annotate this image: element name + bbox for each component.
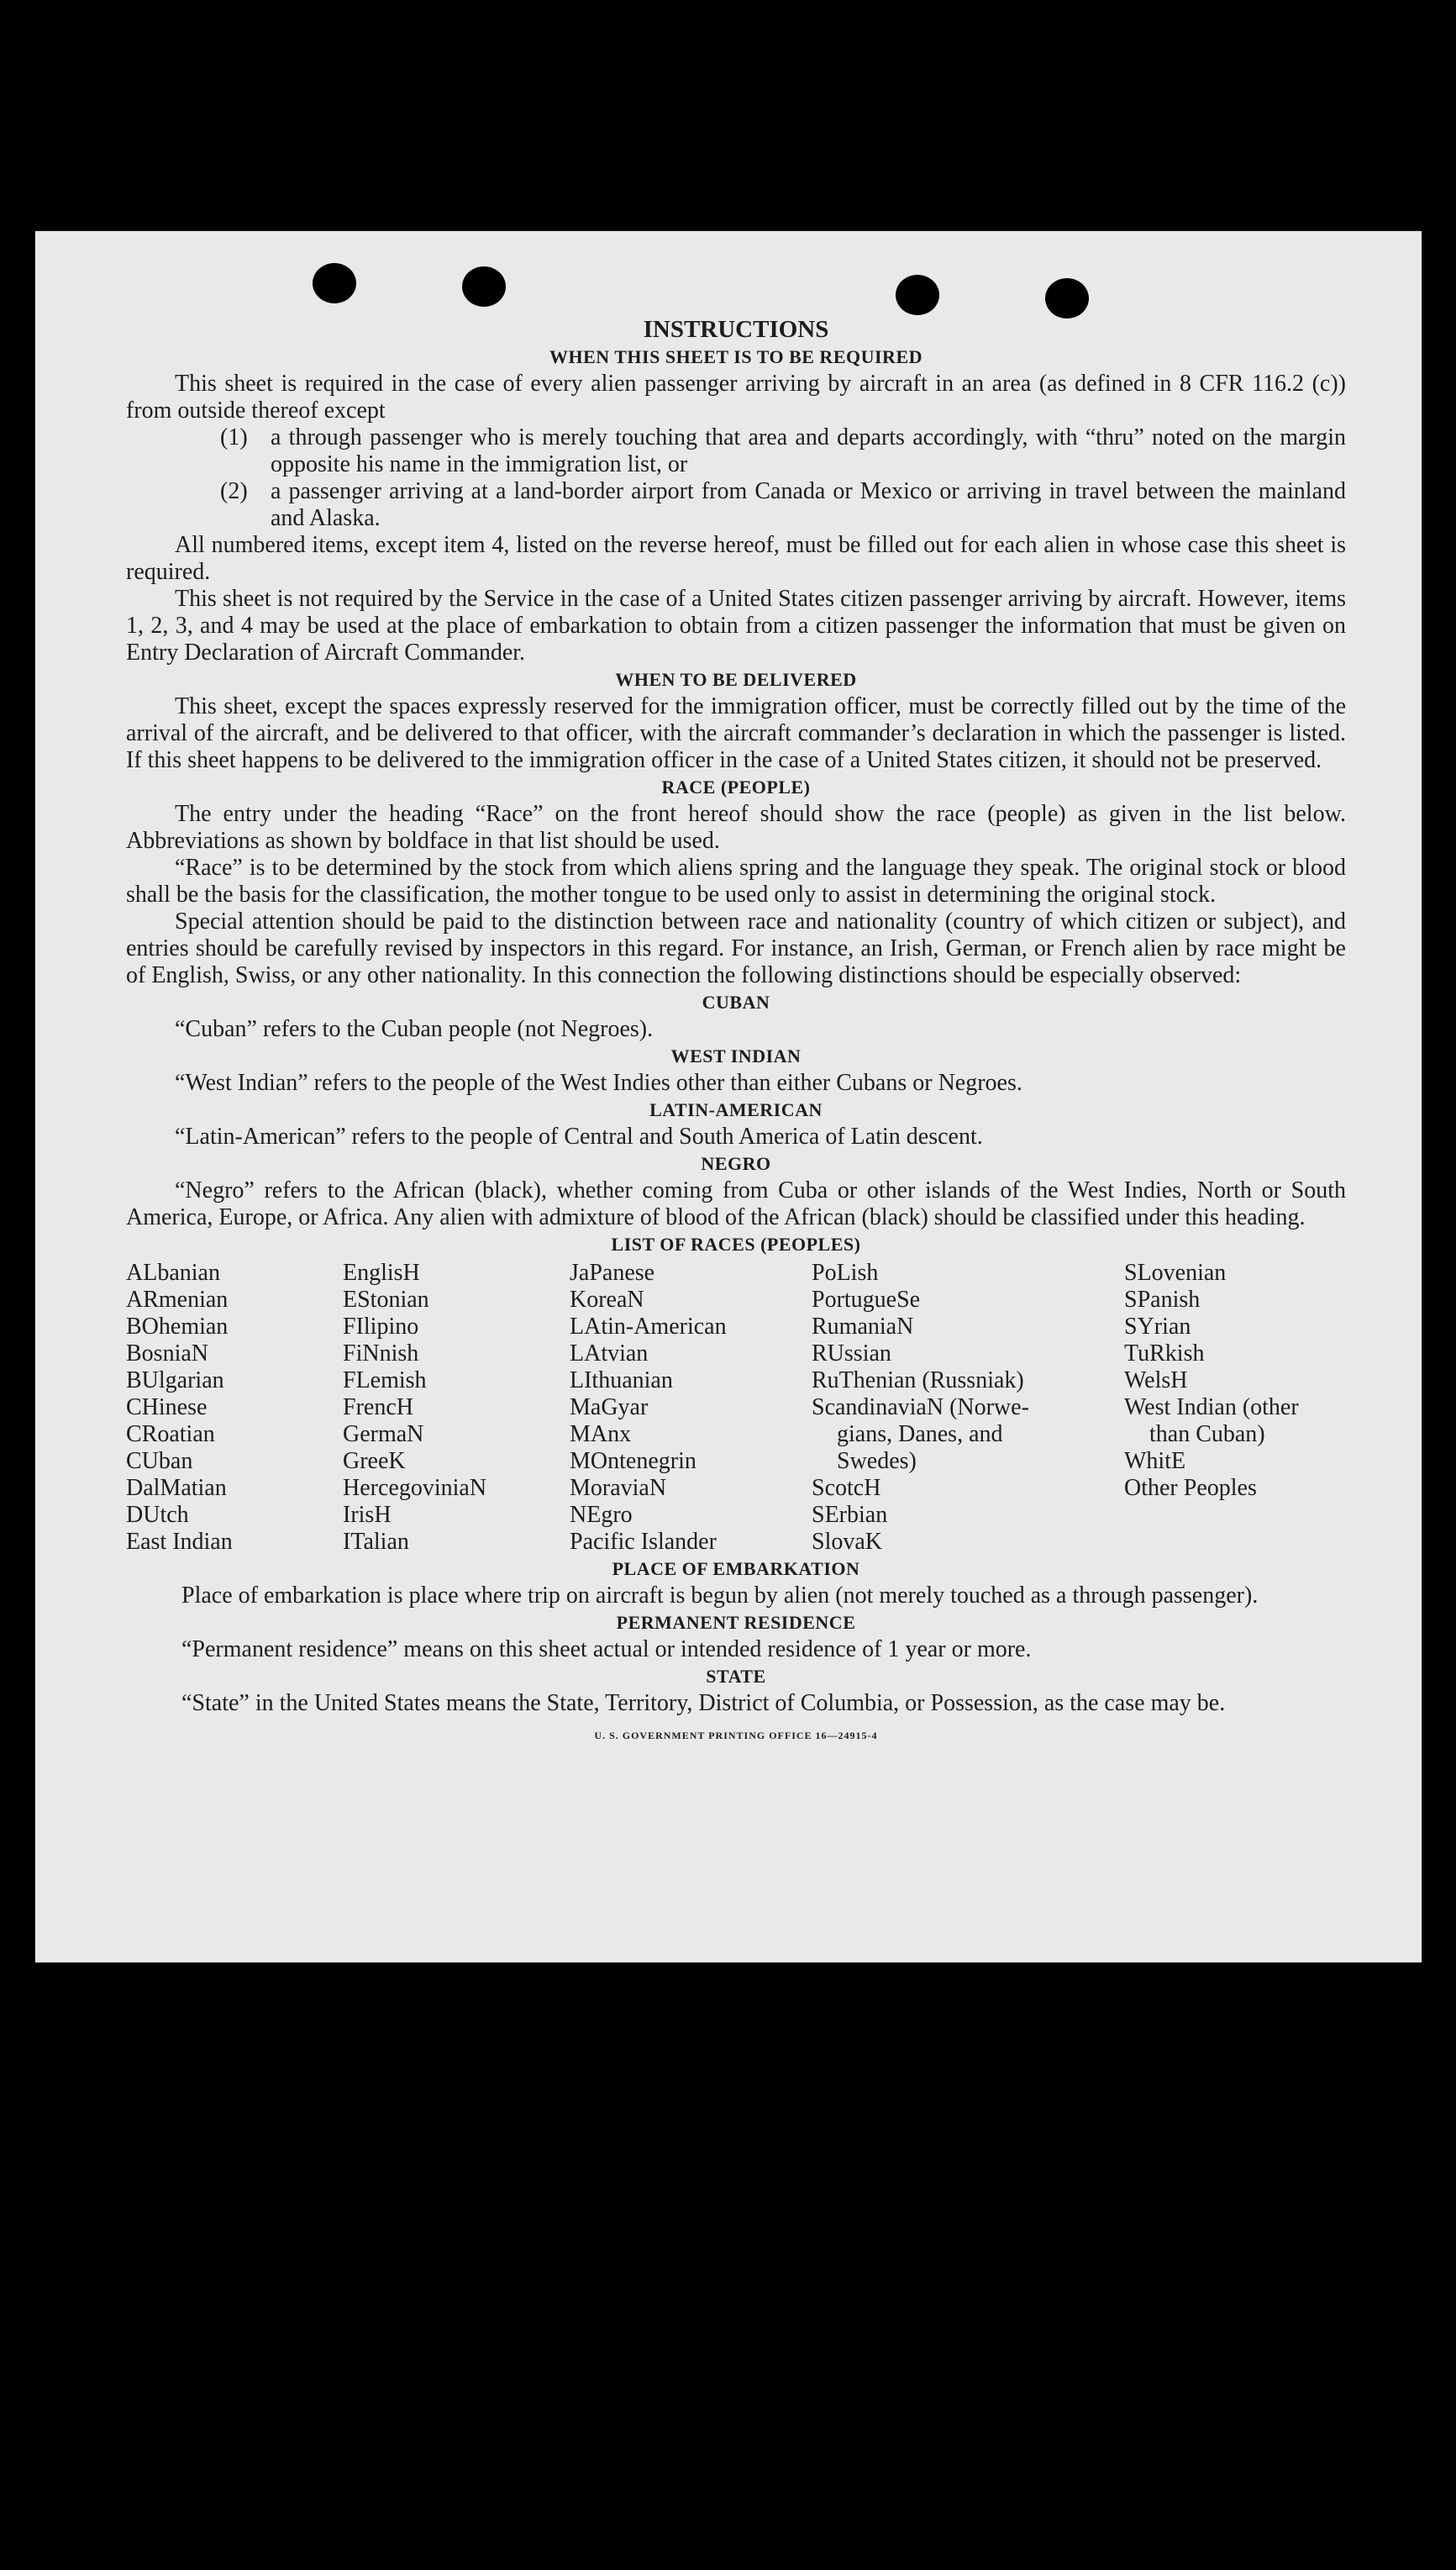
punch-hole — [896, 275, 939, 315]
section-heading: LIST OF RACES (PEOPLES) — [611, 1234, 861, 1255]
page-title: INSTRUCTIONS — [643, 316, 829, 343]
printer-imprint: U. S. GOVERNMENT PRINTING OFFICE 16—24915-4 — [594, 1730, 878, 1741]
race-entry: NEgro — [570, 1502, 633, 1528]
punch-hole — [1045, 278, 1089, 319]
paragraph: Special attention should be paid to the distinction between race and nationality (country of which citizen or subject), and entries should be carefully revised by inspectors in this regard. For instance, an Irish, German, or French alien by race might be of English, Swiss, or any other nationality. In this connection the following distinctions should be especially observed: — [126, 908, 1346, 988]
paragraph: “State” in the United States means the State, Territory, District of Columbia, or Possession, as the case may be. — [181, 1690, 1226, 1716]
race-entry: LAtin-American — [570, 1314, 727, 1340]
race-entry: MoraviaN — [570, 1475, 667, 1501]
section-heading: RACE (PEOPLE) — [661, 777, 811, 798]
race-entry: SLovenian — [1124, 1260, 1227, 1286]
race-entry: FiNnish — [343, 1340, 419, 1367]
paragraph: All numbered items, except item 4, listed on the reverse hereof, must be filled out for each alien in whose case this sheet is required. — [126, 532, 1346, 585]
race-entry: CHinese — [126, 1394, 208, 1420]
race-entry: BUlgarian — [126, 1367, 224, 1393]
item-text: a through passenger who is merely touching that area and departs accordingly, with “thru” noted on the margin opposite his name in the immigration list, or — [271, 424, 1346, 477]
race-entry: gians, Danes, and — [837, 1421, 1003, 1447]
race-entry: ScandinaviaN (Norwe- — [812, 1394, 1029, 1420]
document-sheet — [35, 231, 1422, 1962]
race-entry: DUtch — [126, 1502, 189, 1528]
section-heading: WHEN THIS SHEET IS TO BE REQUIRED — [549, 346, 923, 367]
race-entry: WelsH — [1124, 1367, 1188, 1393]
race-entry: than Cuban) — [1149, 1421, 1265, 1447]
paragraph: The entry under the heading “Race” on the front hereof should show the race (people) as given in the list below. Abbreviations as shown by boldface in that list should be used. — [126, 801, 1346, 854]
race-entry: PortugueSe — [812, 1287, 921, 1313]
item-text: a passenger arriving at a land-border airport from Canada or Mexico or arriving in travel between the mainland and Alaska. — [271, 478, 1346, 531]
race-entry: SPanish — [1124, 1287, 1201, 1313]
paragraph: “Race” is to be determined by the stock from which aliens spring and the language they speak. The original stock or blood shall be the basis for the classification, the mother tongue to be used only to assist in determining the original stock. — [126, 855, 1346, 908]
paragraph: “Negro” refers to the African (black), whether coming from Cuba or other islands of the West Indies, North or South America, Europe, or Africa. Any alien with admixture of blood of the African (black) should be classified under this heading. — [126, 1177, 1346, 1230]
punch-hole — [313, 263, 356, 303]
race-entry: ITalian — [343, 1529, 409, 1555]
section-heading: CUBAN — [702, 992, 770, 1013]
paragraph: “Latin-American” refers to the people of Central and South America of Latin descent. — [175, 1124, 983, 1150]
race-entry: BOhemian — [126, 1314, 229, 1340]
section-heading: LATIN-AMERICAN — [649, 1099, 823, 1120]
race-entry: BosniaN — [126, 1340, 208, 1367]
paragraph: Place of embarkation is place where trip on aircraft is begun by alien (not merely touched as a through passenger). — [181, 1583, 1259, 1609]
race-entry: FLemish — [343, 1367, 427, 1393]
race-entry: ALbanian — [126, 1260, 220, 1286]
race-entry: LAtvian — [570, 1340, 649, 1367]
race-entry: DalMatian — [126, 1475, 227, 1501]
section-heading: WHEN TO BE DELIVERED — [615, 669, 857, 690]
race-entry: KoreaN — [570, 1287, 644, 1313]
race-entry: CRoatian — [126, 1421, 215, 1447]
race-entry: TuRkish — [1124, 1340, 1205, 1367]
race-column — [126, 1260, 343, 1556]
race-entry: FrencH — [343, 1394, 413, 1420]
race-entry: West Indian (other — [1124, 1394, 1299, 1420]
race-entry: MaGyar — [570, 1394, 649, 1420]
paragraph: This sheet, except the spaces expressly reserved for the immigration officer, must be correctly filled out by the time of the arrival of the aircraft, and be delivered to that officer, with the aircraft commander’s declaration in which the passenger is listed. If this sheet happens to be delivered to the immigration officer in the case of a United States citizen, it should not be preserved. — [126, 693, 1346, 773]
race-entry: GermaN — [343, 1421, 424, 1447]
paragraph: This sheet is not required by the Service in the case of a United States citizen passenger arriving by aircraft. However, items 1, 2, 3, and 4 may be used at the place of embarkation to obtain from a citizen passenger the information that must be given on Entry Declaration of Aircraft Commander. — [126, 586, 1346, 666]
race-entry: MOntenegrin — [570, 1448, 696, 1474]
race-entry: RUssian — [812, 1340, 891, 1367]
race-entry: SlovaK — [812, 1529, 882, 1555]
race-entry: CUban — [126, 1448, 193, 1474]
race-entry: EStonian — [343, 1287, 429, 1313]
race-entry: HercegoviniaN — [343, 1475, 487, 1501]
race-column — [343, 1260, 570, 1556]
race-column — [570, 1260, 812, 1556]
paragraph: “West Indian” refers to the people of the West Indies other than either Cubans or Negroes. — [175, 1070, 1022, 1096]
item-number: (1) — [220, 424, 248, 450]
race-list — [126, 1260, 1346, 1556]
race-entry: JaPanese — [570, 1260, 655, 1286]
section-heading: WEST INDIAN — [670, 1045, 802, 1066]
race-column — [812, 1260, 1124, 1556]
paragraph: This sheet is required in the case of every alien passenger arriving by aircraft in an area (as defined in 8 CFR 116.2 (c)) from outside thereof except — [126, 371, 1346, 424]
paragraph: “Permanent residence” means on this sheet actual or intended residence of 1 year or more. — [181, 1636, 1032, 1662]
race-entry: Other Peoples — [1124, 1475, 1257, 1501]
document-content — [126, 315, 1346, 1749]
race-entry: SYrian — [1124, 1314, 1191, 1340]
punch-hole — [462, 266, 506, 307]
race-entry: FIlipino — [343, 1314, 419, 1340]
race-entry: PoLish — [812, 1260, 879, 1286]
race-entry: RumaniaN — [812, 1314, 914, 1340]
race-column — [1124, 1260, 1346, 1556]
race-entry: ScotcH — [812, 1475, 881, 1501]
race-entry: EnglisH — [343, 1260, 420, 1286]
section-heading: PLACE OF EMBARKATION — [612, 1558, 860, 1579]
race-entry: Swedes) — [837, 1448, 917, 1474]
section-heading: STATE — [706, 1666, 766, 1687]
race-entry: GreeK — [343, 1448, 406, 1474]
race-entry: IrisH — [343, 1502, 392, 1528]
race-entry: ARmenian — [126, 1287, 229, 1313]
race-entry: RuThenian (Russniak) — [812, 1367, 1024, 1393]
race-entry: East Indian — [126, 1529, 233, 1555]
section-heading: NEGRO — [701, 1153, 771, 1174]
section-heading: PERMANENT RESIDENCE — [616, 1612, 856, 1633]
race-entry: Pacific Islander — [570, 1529, 717, 1555]
paragraph: “Cuban” refers to the Cuban people (not Negroes). — [175, 1016, 654, 1042]
race-entry: SErbian — [812, 1502, 888, 1528]
list-item — [126, 424, 1346, 478]
item-number: (2) — [220, 478, 248, 504]
race-entry: MAnx — [570, 1421, 632, 1447]
race-entry: LIthuanian — [570, 1367, 673, 1393]
race-entry: WhitE — [1124, 1448, 1186, 1474]
list-item — [126, 478, 1346, 532]
